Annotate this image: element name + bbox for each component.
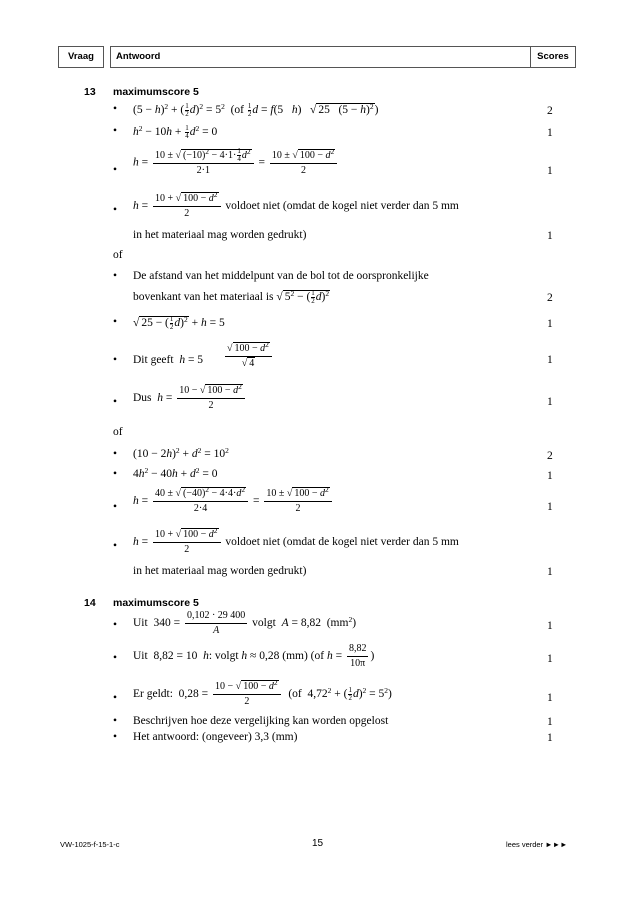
q13-score-12: 1 [547,566,553,578]
q14-score-4: 1 [547,716,553,728]
q13-score-1: 2 [547,105,553,117]
q13-score-10: 1 [547,470,553,482]
q13-line-12-cont: in het materiaal mag worden gedrukt) [133,565,307,577]
header-vraag: Vraag [58,46,104,68]
table-header [58,46,576,68]
question-13-title: maximumscore 5 [113,86,199,98]
q13-of-2: of [113,426,123,438]
q14-score-2: 1 [547,653,553,665]
q13-line-5-cont: bovenkant van het materiaal is [133,291,274,304]
q13-line-7-text: Dit geeft [133,354,174,366]
q13-score-6: 1 [547,318,553,330]
footer-page-number: 15 [312,838,324,849]
q14-line-1-mid: volgt [252,617,276,630]
q14-line-5-text: Het antwoord: (ongeveer) 3,3 (mm) [133,731,298,743]
question-14-number: 14 [84,597,96,609]
q13-line-4-cont: in het materiaal mag worden gedrukt) [133,229,307,241]
header-antwoord: Antwoord [110,46,531,68]
q14-score-1: 1 [547,620,553,632]
q13-score-2: 1 [547,127,553,139]
q14-line-4-text: Beschrijven hoe deze vergelijking kan worden opgelost [133,715,389,727]
q14-line-2-mid: volgt [214,650,239,663]
q13-score-11: 1 [547,501,553,513]
q13-score-8: 1 [547,396,553,408]
q14-score-3: 1 [547,692,553,704]
q14-line-2-text: Uit [133,650,148,663]
q13-score-4: 1 [547,230,553,242]
q13-line-8-text: Dus [133,392,152,405]
q13-line-4-text: voldoet niet (omdat de kogel niet verder dan 5 mm [225,200,459,213]
q14-score-5: 1 [547,732,553,744]
footer-code: VW-1025-f-15-1-c [60,840,120,849]
question-13-number: 13 [84,86,96,98]
q14-line-2-unit: (mm) (of [282,650,325,663]
q13-of-1: of [113,249,123,261]
footer-next-link: lees verder ►►► [506,840,568,849]
q13-score-9: 2 [547,450,553,462]
q14-line-1-text: Uit [133,617,148,630]
question-14-title: maximumscore 5 [113,597,199,609]
q14-line-3-text: Er geldt: [133,688,173,701]
q13-score-3: 1 [547,165,553,177]
header-scores: Scores [530,46,576,68]
q13-score-7: 1 [547,354,553,366]
q13-line-12-text: voldoet niet (omdat de kogel niet verder dan 5 mm [225,536,459,549]
q13-score-5: 2 [547,292,553,304]
q13-line-5-text: De afstand van het middelpunt van de bol tot de oorspronkelijke [133,270,429,282]
